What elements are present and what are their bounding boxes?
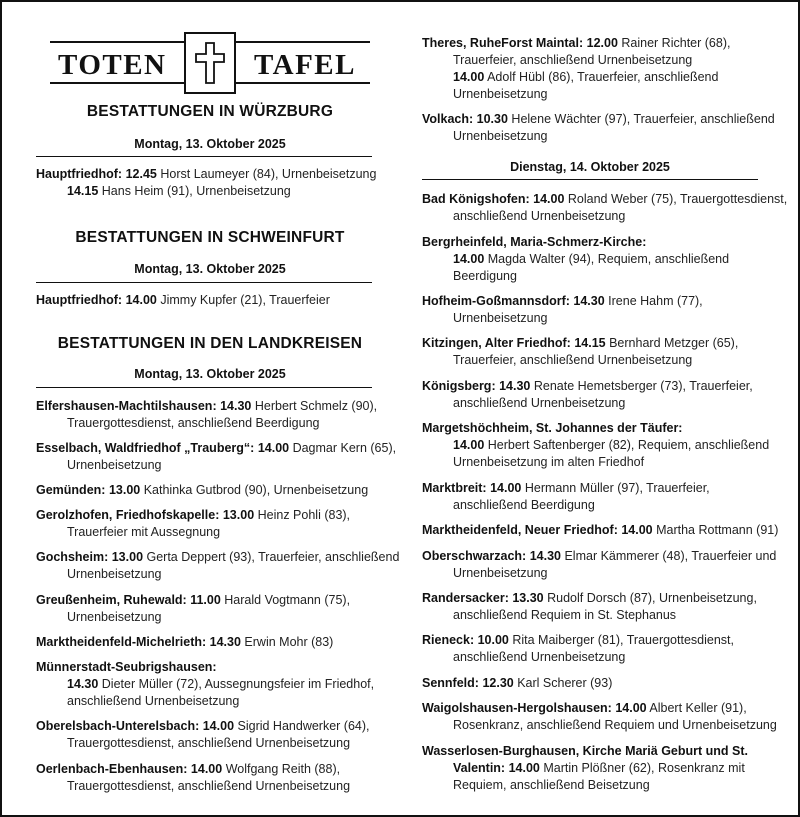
entry-hofheim: Hofheim-Goßmannsdorf: 14.30 Irene Hahm (77), Urnenbeisetzung bbox=[422, 294, 703, 325]
entry-greussenheim: Greußenheim, Ruhewald: 11.00 Harald Vogtmann (75), Urnenbeisetzung bbox=[36, 593, 351, 624]
entry-randersacker: Randersacker: 13.30 Rudolf Dorsch (87), Urnenbeisetzung, anschließend Requiem in St. Stephanus bbox=[422, 591, 757, 622]
entry-gochsheim: Gochsheim: 13.00 Gerta Deppert (93), Trauerfeier, anschließend Urnenbeisetzung bbox=[36, 550, 400, 581]
title-left-word: TOTEN bbox=[58, 49, 167, 81]
entry-bad-koenigshofen: Bad Königshofen: 14.00 Roland Weber (75), Trauergottesdienst, anschließend Urnenbeisetzung bbox=[422, 192, 788, 223]
entry-marktheidenfeld-neuer-friedhof: Marktheidenfeld, Neuer Friedhof: 14.00 Martha Rottmann (91) bbox=[422, 523, 779, 537]
entry-bergrheinfeld: Bergrheinfeld, Maria-Schmerz-Kirche: 14.00 Magda Walter (94), Requiem, anschließend Beerdigung bbox=[422, 235, 730, 283]
rule-wuerzburg bbox=[36, 156, 372, 157]
heading-landkreise: BESTATTUNGEN IN DEN LANDKREISEN bbox=[57, 335, 363, 352]
entry-koenigsberg: Königsberg: 14.30 Renate Hemetsberger (73), Trauerfeier, anschließend Urnenbeisetzung bbox=[422, 379, 753, 410]
entry-marktheidenfeld-michelrieth: Marktheidenfeld-Michelrieth: 14.30 Erwin Mohr (83) bbox=[36, 635, 334, 649]
entry-waigolshausen: Waigolshausen-Hergolshausen: 14.00 Albert Keller (91), Rosenkranz, anschließend Requiem und Urnenbeisetzung bbox=[422, 701, 777, 732]
entry-kitzingen: Kitzingen, Alter Friedhof: 14.15 Bernhard Metzger (65), Trauerfeier, anschließend Urnenbeisetzung bbox=[422, 336, 739, 367]
entry-gemuenden: Gemünden: 13.00 Kathinka Gutbrod (90), Urnenbeisetzung bbox=[36, 483, 369, 497]
date-schweinfurt: Montag, 13. Oktober 2025 bbox=[134, 262, 286, 276]
entry-schweinfurt-hauptfriedhof: Hauptfriedhof: 14.00 Jimmy Kupfer (21), Trauerfeier bbox=[36, 293, 330, 307]
rule-landkreise bbox=[36, 387, 372, 388]
toten-tafel-title bbox=[50, 32, 370, 94]
entry-marktbreit: Marktbreit: 14.00 Hermann Müller (97), Trauerfeier, anschließend Beerdigung bbox=[422, 481, 710, 512]
entry-gerolzhofen: Gerolzhofen, Friedhofskapelle: 13.00 Heinz Pohli (83), Trauerfeier mit Aussegnung bbox=[36, 508, 351, 539]
heading-schweinfurt: BESTATTUNGEN IN SCHWEINFURT bbox=[75, 229, 345, 246]
entry-theres: Theres, RuheForst Maintal: 12.00 Rainer Richter (68), Trauerfeier, anschließend Urnenbeisetzung 14.00 Adolf Hübl (86), Trauerfeier, anschließend Urnenbeisetzung bbox=[422, 36, 731, 101]
entry-margetshoechheim: Margetshöchheim, St. Johannes der Täufer: 14.00 Herbert Saftenberger (82), Requiem, anschließend Urnenbeisetzung im alten Friedhof bbox=[422, 421, 770, 469]
cross-icon bbox=[195, 42, 225, 84]
entry-rieneck: Rieneck: 10.00 Rita Maiberger (81), Trauergottesdienst, anschließend Urnenbeisetzung bbox=[422, 633, 734, 664]
rule-schweinfurt bbox=[36, 282, 372, 283]
entry-muennerstadt: Münnerstadt-Seubrigshausen: 14.30 Dieter Müller (72), Aussegnungsfeier im Friedhof, anschließend Urnenbeisetzung bbox=[36, 660, 375, 708]
cross-emblem bbox=[184, 32, 236, 94]
heading-wuerzburg: BESTATTUNGEN IN WÜRZBURG bbox=[86, 103, 334, 120]
entry-elfershausen: Elfershausen-Machtilshausen: 14.30 Herbert Schmelz (90), Trauergottesdienst, anschließend Beerdigung bbox=[36, 399, 378, 430]
entry-oerlenbach: Oerlenbach-Ebenhausen: 14.00 Wolfgang Reith (88), Trauergottesdienst, anschließend Urnenbeisetzung bbox=[36, 762, 351, 793]
entry-esselbach: Esselbach, Waldfriedhof „Trauberg“: 14.00 Dagmar Kern (65), Urnenbeisetzung bbox=[36, 441, 397, 472]
entry-wasserlosen: Wasserlosen-Burghausen, Kirche Mariä Geburt und St. Valentin: 14.00 Martin Plößner (62), Rosenkranz mit Requiem, anschließend Beisetzung bbox=[422, 744, 748, 792]
rule-dienstag bbox=[422, 179, 758, 180]
entry-sennfeld: Sennfeld: 12.30 Karl Scherer (93) bbox=[422, 676, 613, 690]
date-wuerzburg: Montag, 13. Oktober 2025 bbox=[134, 137, 286, 151]
entry-oberelsbach: Oberelsbach-Unterelsbach: 14.00 Sigrid Handwerker (64), Trauergottesdienst, anschließend Urnenbeisetzung bbox=[36, 719, 370, 750]
entry-oberschwarzach: Oberschwarzach: 14.30 Elmar Kämmerer (48), Trauerfeier und Urnenbeisetzung bbox=[422, 549, 777, 580]
date-dienstag: Dienstag, 14. Oktober 2025 bbox=[510, 160, 670, 174]
title-right-word: TAFEL bbox=[253, 49, 356, 81]
entry-wuerzburg-hauptfriedhof: Hauptfriedhof: 12.45 Horst Laumeyer (84), Urnenbeisetzung 14.15 Hans Heim (91), Urnenbeisetzung bbox=[36, 167, 377, 198]
date-landkreise: Montag, 13. Oktober 2025 bbox=[134, 367, 286, 381]
entry-volkach: Volkach: 10.30 Helene Wächter (97), Trauerfeier, anschließend Urnenbeisetzung bbox=[422, 112, 775, 143]
